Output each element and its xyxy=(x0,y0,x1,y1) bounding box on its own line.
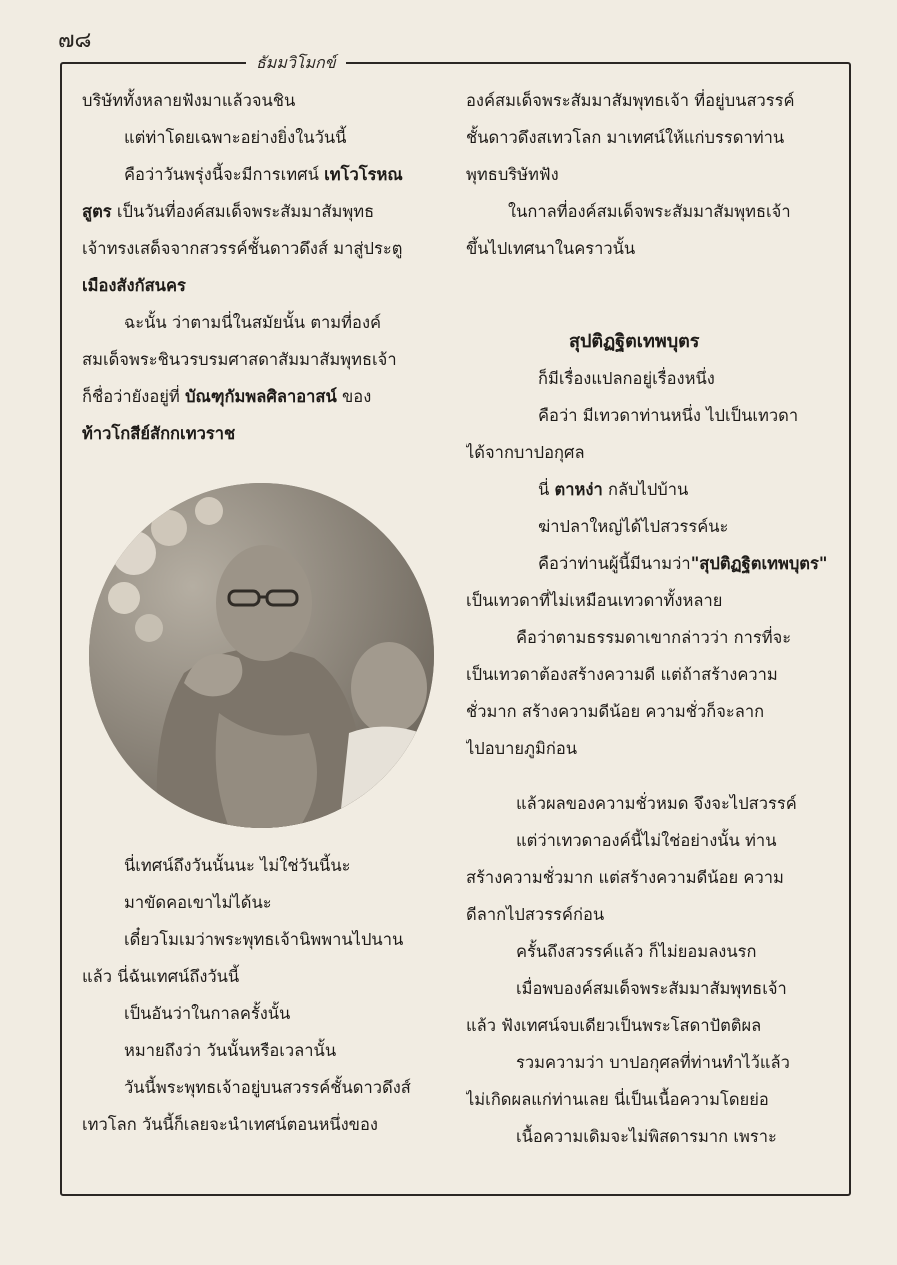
right-mid-line-5: ฆ่าปลาใหญ่ได้ไปสวรรค์นะ xyxy=(538,517,729,536)
right-mid-line-2: คือว่า มีเทวดาท่านหนึ่ง ไปเป็นเทวดา xyxy=(538,406,799,425)
left-bottom-line-1: นี่เทศน์ถึงวันนั้นนะ ไม่ใช่วันนี้นะ xyxy=(124,856,351,875)
right-bottom-line-4: ดีลากไปสวรรค์ก่อน xyxy=(466,905,605,924)
page-number: ๗๘ xyxy=(58,28,92,53)
right-mid-line-7: เป็นเทวดาที่ไม่เหมือนเทวดาทั้งหลาย xyxy=(466,591,723,610)
left-bottom-line-6: หมายถึงว่า วันนั้นหรือเวลานั้น xyxy=(124,1041,337,1060)
right-mid-line-6: คือว่าท่านผู้นี้มีนามว่า"สุปติฏฐิตเทพบุตร" xyxy=(538,554,828,573)
right-top-line-3: พุทธบริษัทฟัง xyxy=(466,165,559,184)
left-line-5: เจ้าทรงเสด็จจากสวรรค์ชั้นดาวดึงส์ มาสู่ประตู xyxy=(82,239,403,258)
photo-illustration xyxy=(89,483,434,828)
right-bottom-line-8: รวมความว่า บาปอกุศลที่ท่านทำไว้แล้ว xyxy=(516,1053,790,1072)
right-mid-line-3: ได้จากบาปอกุศล xyxy=(466,443,585,462)
right-bottom-line-3: สร้างความชั่วมาก แต่สร้างความดีน้อย ความ xyxy=(466,868,784,887)
left-bottom-line-2: มาขัดคอเขาไม่ได้นะ xyxy=(124,893,272,912)
left-line-10: ท้าวโกสีย์สักกเทวราช xyxy=(82,424,236,443)
section-heading: สุปติฏฐิตเทพบุตร xyxy=(569,331,700,352)
right-top-line-4: ในกาลที่องค์สมเด็จพระสัมมาสัมพุทธเจ้า xyxy=(508,202,791,221)
left-bottom-line-7: วันนี้พระพุทธเจ้าอยู่บนสวรรค์ชั้นดาวดึงส์ xyxy=(124,1078,411,1097)
left-line-2: แต่ท่าโดยเฉพาะอย่างยิ่งในวันนี้ xyxy=(124,128,347,147)
right-mid-line-9: เป็นเทวดาต้องสร้างความดี แต่ถ้าสร้างความ xyxy=(466,665,778,684)
right-mid-line-1: ก็มีเรื่องแปลกอยู่เรื่องหนึ่ง xyxy=(538,369,715,388)
right-bottom-line-7: แล้ว ฟังเทศน์จบเดียวเป็นพระโสดาปัตติผล xyxy=(466,1016,762,1035)
left-line-1: บริษัททั้งหลายฟังมาแล้วจนชิน xyxy=(82,91,296,110)
right-bottom-line-5: ครั้นถึงสวรรค์แล้ว ก็ไม่ยอมลงนรก xyxy=(516,942,757,961)
left-bottom-line-4: แล้ว นี่ฉันเทศน์ถึงวันนี้ xyxy=(82,967,240,986)
right-mid-line-11: ไปอบายภูมิก่อน xyxy=(466,739,578,758)
right-top-line-2: ชั้นดาวดึงสเทวโลก มาเทศน์ให้แก่บรรดาท่าน xyxy=(466,128,785,147)
running-header-title: ธัมมวิโมกข์ xyxy=(246,51,346,76)
right-top-line-1: องค์สมเด็จพระสัมมาสัมพุทธเจ้า ที่อยู่บนสวรรค์ xyxy=(466,91,795,110)
right-mid-line-4: นี่ ตาหง่า กลับไปบ้าน xyxy=(538,480,689,499)
left-line-3: คือว่าวันพรุ่งนี้จะมีการเทศน์ เทโวโรหณ xyxy=(124,165,403,184)
right-bottom-line-2: แต่ว่าเทวดาองค์นี้ไม่ใช่อย่างนั้น ท่าน xyxy=(516,831,777,850)
left-line-7: ฉะนั้น ว่าตามนี่ในสมัยนั้น ตามที่องค์ xyxy=(124,313,382,332)
right-bottom-line-9: ไม่เกิดผลแก่ท่านเลย นี่เป็นเนื้อความโดยย่อ xyxy=(466,1090,769,1109)
right-top-line-5: ขึ้นไปเทศนาในคราวนั้น xyxy=(466,239,636,258)
left-bottom-line-5: เป็นอันว่าในกาลครั้งนั้น xyxy=(124,1004,291,1023)
right-bottom-line-10: เนื้อความเดิมจะไม่พิสดารมาก เพราะ xyxy=(516,1127,777,1146)
left-bottom-line-3: เดี๋ยวโมเมว่าพระพุทธเจ้านิพพานไปนาน xyxy=(124,930,404,949)
right-mid-line-8: คือว่าตามธรรมดาเขากล่าวว่า การที่จะ xyxy=(516,628,792,647)
monk-portrait-photo xyxy=(89,483,434,828)
left-line-4: สูตร เป็นวันที่องค์สมเด็จพระสัมมาสัมพุทธ xyxy=(82,202,375,221)
right-bottom-line-6: เมื่อพบองค์สมเด็จพระสัมมาสัมพุทธเจ้า xyxy=(516,979,787,998)
left-line-9: ก็ชื่อว่ายังอยู่ที่ บัณฑุกัมพลศิลาอาสน์ ของ xyxy=(82,387,372,406)
right-bottom-line-1: แล้วผลของความชั่วหมด จึงจะไปสวรรค์ xyxy=(516,794,797,813)
left-bottom-line-8: เทวโลก วันนี้ก็เลยจะนำเทศน์ตอนหนึ่งของ xyxy=(82,1115,378,1134)
left-line-6: เมืองสังกัสนคร xyxy=(82,276,186,295)
right-mid-line-10: ชั่วมาก สร้างความดีน้อย ความชั่วก็จะลาก xyxy=(466,702,765,721)
left-line-8: สมเด็จพระชินวรบรมศาสดาสัมมาสัมพุทธเจ้า xyxy=(82,350,397,369)
